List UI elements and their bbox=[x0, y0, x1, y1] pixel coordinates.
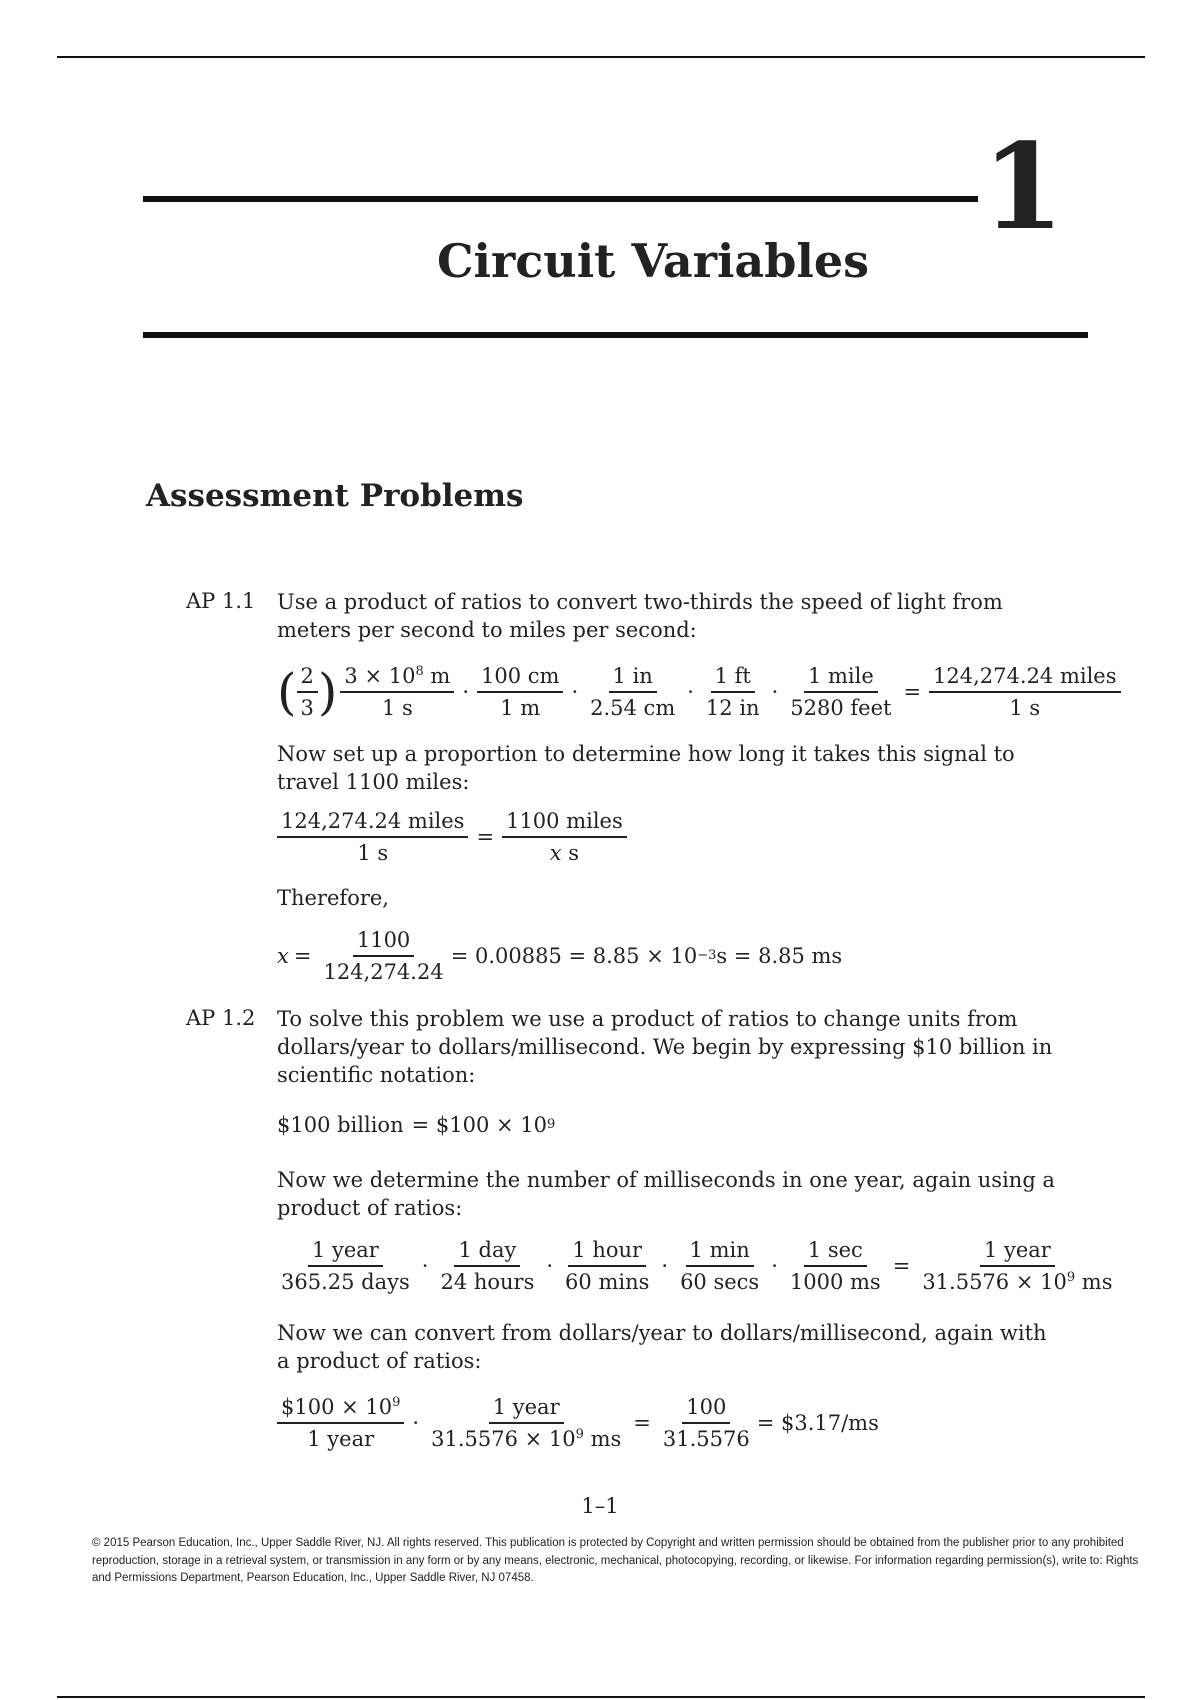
ap11-text-2: Now set up a proportion to determine how long it takes this signal to travel 1100 miles: bbox=[277, 742, 1015, 794]
page-number: 1–1 bbox=[581, 1494, 619, 1518]
ap11-text-3: Therefore, bbox=[277, 886, 389, 910]
ap11-equation-2: $\frac{\text{124,274.24 miles}}{1 s}$ = $\frac{\text{1100 miles}}{\text{x s}}$ bbox=[277, 808, 630, 866]
ap12-label: AP 1.2 bbox=[186, 1006, 256, 1030]
ap12-intro: To solve this problem we use a product of ratios to change units from dollars/year to dollars/millisecond. We begin by expressing $10 billion in scientific notation: bbox=[277, 1007, 1053, 1087]
chapter-title: Circuit Variables bbox=[436, 234, 870, 288]
ap11-label: AP 1.1 bbox=[186, 589, 256, 613]
ap12-text-3: Now we can convert from dollars/year to dollars/millisecond, again with a product of ratios: bbox=[277, 1321, 1047, 1373]
top-rule bbox=[57, 56, 1145, 58]
bottom-rule bbox=[57, 1696, 1145, 1698]
chapter-rule-bottom bbox=[143, 332, 1088, 338]
ap12-equation-3: $\frac{\$100 \times 10^9}{\text{1 year}}$ · $\frac{\text{1 year}}{31.5576 \times 10^9 ms}$ = $\frac{100}{31.5576}$ = $3.17/ms bbox=[277, 1394, 879, 1452]
ap11-intro: Use a product of ratios to convert two-thirds the speed of light from meters per second to miles per second: bbox=[277, 590, 1003, 642]
ap11-equation-3: x = $\frac{1100}{124,274.24}$ = 0.00885 = 8.85 × 10 −3 s = 8.85 ms bbox=[277, 928, 843, 984]
ap12-equation-1: $100 billion = $100 × 10 9 bbox=[277, 1113, 556, 1137]
section-title: Assessment Problems bbox=[146, 478, 524, 514]
copyright-notice: © 2015 Pearson Education, Inc., Upper Saddle River, NJ. All rights reserved. This publication is protected by Copyright and written permission should be obtained from the publisher prior to any prohibited reproduction, storage in a retrieval system, or transmission in any form or by any means, electronic, mechanical, photocopying, recording, or likewise. For information regarding permission(s), write to: Rights and Permissions Department, Pearson Education, Inc., Upper Saddle River, NJ 07458. bbox=[92, 1537, 1139, 1584]
ap12-equation-2: $\frac{\text{1 year}}{\text{365.25 days}}$ · $\frac{\text{1 day}}{\text{24 hours}}$ · $\frac{\text{1 hour}}{60 \min s}$ · $\frac{1 \min}{60 \sec s}$ · $\frac{1 \sec}{1000 ms}$ = $\frac{\text{1 year}}{31.5576 \times 10^9 ms}$ bbox=[281, 1238, 1113, 1294]
chapter-number: 1 bbox=[982, 117, 1065, 256]
chapter-rule-top bbox=[143, 196, 978, 202]
ap11-equation-1: ( $\frac{2}{3}$ ) $\frac{3 \times 10^8 m}{1 s}$ · $\frac{100 cm}{1 m}$ · $\frac{1 in}{2.54 cm}$ · $\frac{1 ft}{12 in}$ · $\frac{\text{1 mile}}{\text{5280 feet}}$ = $\frac{\text{124,274.24 miles}}{1 s}$ bbox=[277, 662, 1124, 722]
ap12-text-2: Now we determine the number of milliseconds in one year, again using a product of ratios: bbox=[277, 1168, 1055, 1220]
